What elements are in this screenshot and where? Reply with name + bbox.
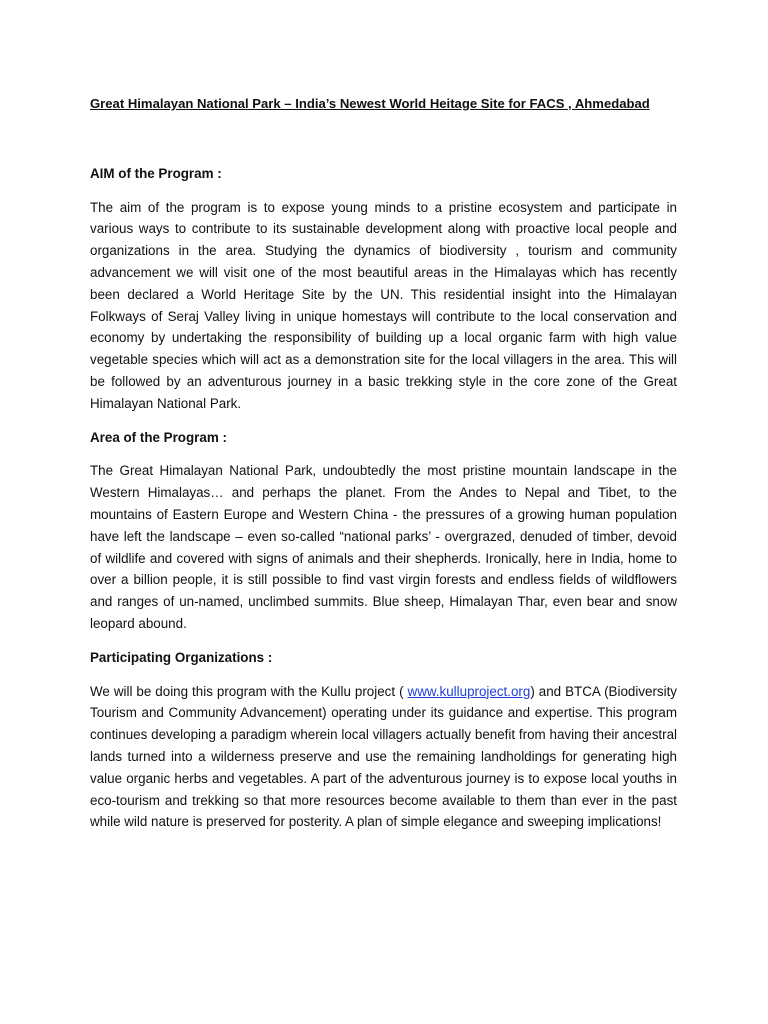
document-title: Great Himalayan National Park – India’s Newest World Heitage Site for FACS , Ahmedabad <box>90 96 650 111</box>
area-paragraph: The Great Himalayan National Park, undoubtedly the most pristine mountain landscape in the Western Himalayas… and perhaps the planet. From the Andes to Nepal and Tibet, to the mountains of Eastern Europe and Western China - the pressures of a growing human population have left the landscape – even so-called “national parks’ - overgrazed, denuded of timber, devoid of wildlife and covered with signs of animals and their shepherds. Ironically, here in India, home to over a billion people, it is still possible to find vast virgin forests and endless fields of wildflowers and ranges of un-named, unclimbed summits. Blue sheep, Himalayan Thar, even bear and snow leopard abound. <box>90 463 677 631</box>
aim-paragraph: The aim of the program is to expose young minds to a pristine ecosystem and participate in various ways to contribute to its sustainable development along with proactive local people and organizations in the area. Studying the dynamics of biodiversity , tourism and community advancement we will visit one of the most beautiful areas in the Himalayas which has recently been declared a World Heritage Site by the UN. This residential insight into the Himalayan Folkways of Seraj Valley living in unique homestays will contribute to the local conservation and economy by undertaking the responsibility of building up a local organic farm with high value vegetable species which will act as a demonstration site for the local villagers in the area. This will be followed by an adventurous journey in a basic trekking style in the core zone of the Great Himalayan National Park. <box>90 199 677 411</box>
organizations-text-before-link: We will be doing this program with the Kullu project ( <box>90 683 408 699</box>
kullu-project-link[interactable]: www.kulluproject.org <box>407 683 531 699</box>
organizations-paragraph <box>90 681 677 834</box>
area-heading: Area of the Program : <box>90 429 227 445</box>
organizations-heading: Participating Organizations : <box>90 649 273 665</box>
aim-heading: AIM of the Program : <box>90 165 222 181</box>
organizations-text-after-link: ) and BTCA (Biodiversity Tourism and Community Advancement) operating under its guidance and expertise. This program continues developing a paradigm wherein local villagers actually benefit from having their ancestral lands turned into a wilderness preserve and use the remaining landholdings for generating high value organic herbs and vegetables. A part of the adventurous journey is to expose local youths in eco-tourism and trekking so that more resources become available to them than ever in the past while wild nature is preserved for posterity. A plan of simple elegance and sweeping implications! <box>90 683 678 830</box>
document-page <box>90 93 677 845</box>
